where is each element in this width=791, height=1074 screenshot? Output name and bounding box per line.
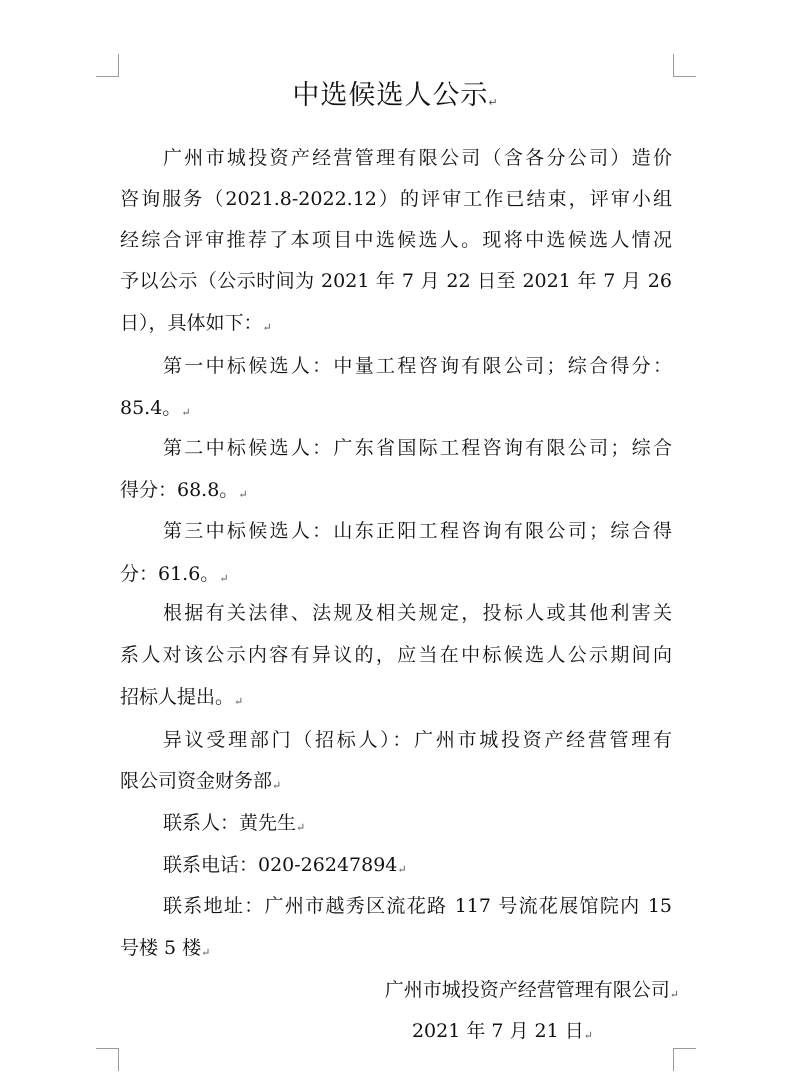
candidate-3-line: 第三中标候选人：山东正阳工程咨询有限公司；综合得 (163, 520, 672, 542)
body-line-text: 得分：68.8。 (120, 479, 239, 501)
body-line-text: 分：61.6。 (120, 563, 220, 585)
candidate-1-score (120, 394, 191, 427)
paragraph-mark: ↵ (234, 695, 244, 708)
body-line: 广州市城投资产经营管理有限公司（含各分公司）造价 (163, 147, 672, 169)
document-title (0, 76, 791, 123)
crop-mark-top-left (96, 54, 119, 77)
body-line-text: 号楼 5 楼 (120, 937, 202, 959)
body-line-text: 联系电话：020-26247894 (163, 854, 398, 876)
objection-department-line: 异议受理部门（招标人）：广州市城投资产经营管理有 (163, 729, 672, 751)
signature-date (412, 1017, 593, 1050)
candidate-2-line: 第二中标候选人：广东省国际工程咨询有限公司；综合 (163, 437, 672, 459)
body-line-last (120, 683, 243, 716)
candidate-2-score (120, 476, 248, 509)
body-line-text: 限公司资金财务部 (120, 770, 273, 792)
paragraph-mark: ↵ (201, 946, 211, 959)
paragraph-mark: ↵ (219, 572, 229, 585)
signature-company (385, 976, 679, 1009)
paragraph-mark: ↵ (272, 779, 282, 792)
objection-department-end (120, 767, 281, 800)
body-line: 经综合评审推荐了本项目中选候选人。现将中选候选人情况 (120, 229, 672, 251)
body-line-last (120, 309, 272, 342)
crop-mark-top-right (673, 54, 696, 77)
body-line-text: 联系人：黄先生 (163, 812, 297, 834)
paragraph-mark: ↵ (181, 406, 191, 419)
paragraph-mark: ↵ (262, 321, 272, 334)
paragraph-mark: ↵ (238, 488, 248, 501)
crop-mark-bottom-left (96, 1048, 119, 1071)
paragraph-mark: ↵ (397, 863, 407, 876)
body-line: 予以公示（公示时间为 2021 年 7 月 22 日至 2021 年 7 月 26 (120, 270, 672, 292)
paragraph-mark: ↵ (488, 96, 499, 109)
contact-address-end (120, 934, 210, 967)
title-text: 中选候选人公示 (292, 80, 489, 111)
body-line: 根据有关法律、法规及相关规定，投标人或其他利害关 (163, 602, 672, 624)
body-line-text: 85.4。 (120, 397, 182, 419)
paragraph-mark: ↵ (296, 821, 306, 834)
paragraph-mark: ↵ (669, 988, 679, 1001)
crop-mark-bottom-right (673, 1048, 696, 1071)
contact-person (163, 809, 305, 842)
contact-address-line: 联系地址：广州市越秀区流花路 117 号流花展馆院内 15 (163, 895, 672, 917)
candidate-3-score (120, 560, 229, 593)
body-line: 系人对该公示内容有异议的，应当在中标候选人公示期间向 (120, 644, 672, 666)
paragraph-mark: ↵ (583, 1029, 593, 1042)
candidate-1-line: 第一中标候选人：中量工程咨询有限公司；综合得分： (163, 355, 672, 377)
body-line: 咨询服务（2021.8-2022.12）的评审工作已结束，评审小组 (120, 188, 672, 210)
signature-company-text: 广州市城投资产经营管理有限公司 (384, 979, 670, 1001)
body-line-text: 招标人提出。 (120, 686, 235, 708)
body-line-text: 日），具体如下： (120, 312, 263, 334)
contact-phone (163, 851, 407, 884)
signature-date-text: 2021 年 7 月 21 日 (411, 1020, 584, 1042)
